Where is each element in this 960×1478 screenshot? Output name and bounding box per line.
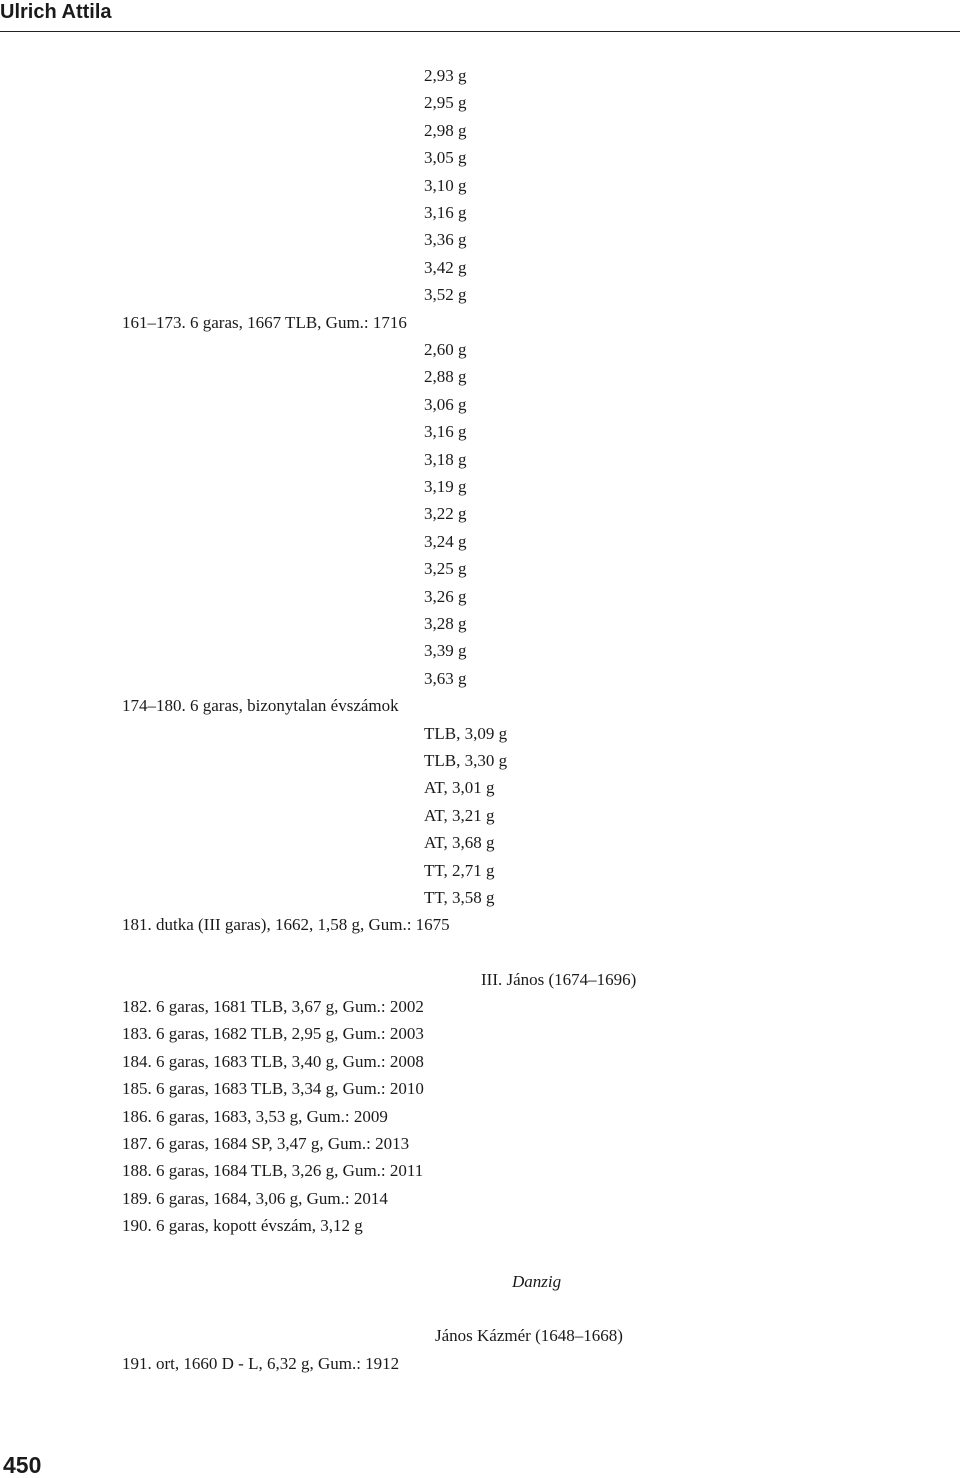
catalog-entry: 161–173. 6 garas, 1667 TLB, Gum.: 1716 [122, 312, 407, 332]
weight-value: TLB, 3,09 g [424, 723, 508, 743]
ruler-heading: III. János (1674–1696) [481, 970, 637, 989]
weight-value: 3,25 g [424, 559, 467, 579]
weight-value: 3,26 g [424, 586, 467, 606]
catalog-entry: 187. 6 garas, 1684 SP, 3,47 g, Gum.: 2013 [122, 1134, 410, 1153]
weight-value: 3,42 g [424, 257, 467, 277]
weight-value: 3,24 g [424, 531, 467, 551]
weight-value: TT, 3,58 g [424, 888, 495, 907]
weight-value: 2,98 g [424, 120, 467, 140]
weight-value: 3,28 g [424, 614, 467, 633]
page-number: 450 [3, 1452, 42, 1478]
weight-value: TLB, 3,30 g [424, 751, 508, 770]
weight-value: 2,93 g [424, 66, 467, 85]
weight-value: AT, 3,01 g [424, 778, 495, 798]
weight-value: TT, 2,71 g [424, 860, 495, 880]
weight-value: 3,52 g [424, 285, 467, 305]
weight-value: 3,10 g [424, 175, 467, 195]
catalog-entry: 188. 6 garas, 1684 TLB, 3,26 g, Gum.: 2011 [122, 1161, 424, 1181]
weight-value: 3,39 g [424, 641, 467, 661]
catalog-entry: 185. 6 garas, 1683 TLB, 3,34 g, Gum.: 2010 [122, 1079, 424, 1099]
catalog-entry: 182. 6 garas, 1681 TLB, 3,67 g, Gum.: 2002 [122, 997, 424, 1016]
weight-value: 2,95 g [424, 93, 467, 113]
catalog-entry: 191. ort, 1660 D - L, 6,32 g, Gum.: 1912 [122, 1354, 400, 1373]
catalog-entry: 174–180. 6 garas, bizonytalan évszámok [122, 696, 399, 716]
weight-value: 3,06 g [424, 394, 467, 414]
catalog-entry: 189. 6 garas, 1684, 3,06 g, Gum.: 2014 [122, 1188, 388, 1208]
header-divider [0, 31, 960, 32]
city-heading: Danzig [512, 1272, 562, 1291]
catalog-entry: 181. dutka (III garas), 1662, 1,58 g, Gum.: 1675 [122, 915, 450, 935]
catalog-entry: 190. 6 garas, kopott évszám, 3,12 g [122, 1216, 363, 1236]
weight-value: 3,22 g [424, 504, 467, 524]
weight-value: 3,36 g [424, 230, 467, 250]
weight-value: 3,19 g [424, 477, 467, 496]
weight-value: AT, 3,21 g [424, 805, 495, 825]
ruler-heading: János Kázmér (1648–1668) [435, 1326, 623, 1345]
catalog-entry: 184. 6 garas, 1683 TLB, 3,40 g, Gum.: 2008 [122, 1051, 424, 1071]
weight-value: 3,05 g [424, 148, 467, 168]
weight-value: 3,16 g [424, 203, 467, 222]
weight-value: 2,88 g [424, 367, 467, 387]
running-header-title: Ulrich Attila [0, 1, 112, 23]
catalog-entry: 183. 6 garas, 1682 TLB, 2,95 g, Gum.: 2003 [122, 1024, 424, 1044]
catalog-entry: 186. 6 garas, 1683, 3,53 g, Gum.: 2009 [122, 1106, 388, 1126]
weight-value: 3,18 g [424, 449, 467, 469]
weight-value: 3,63 g [424, 668, 467, 688]
weight-value: 2,60 g [424, 340, 467, 359]
weight-value: AT, 3,68 g [424, 833, 495, 853]
weight-value: 3,16 g [424, 422, 467, 442]
